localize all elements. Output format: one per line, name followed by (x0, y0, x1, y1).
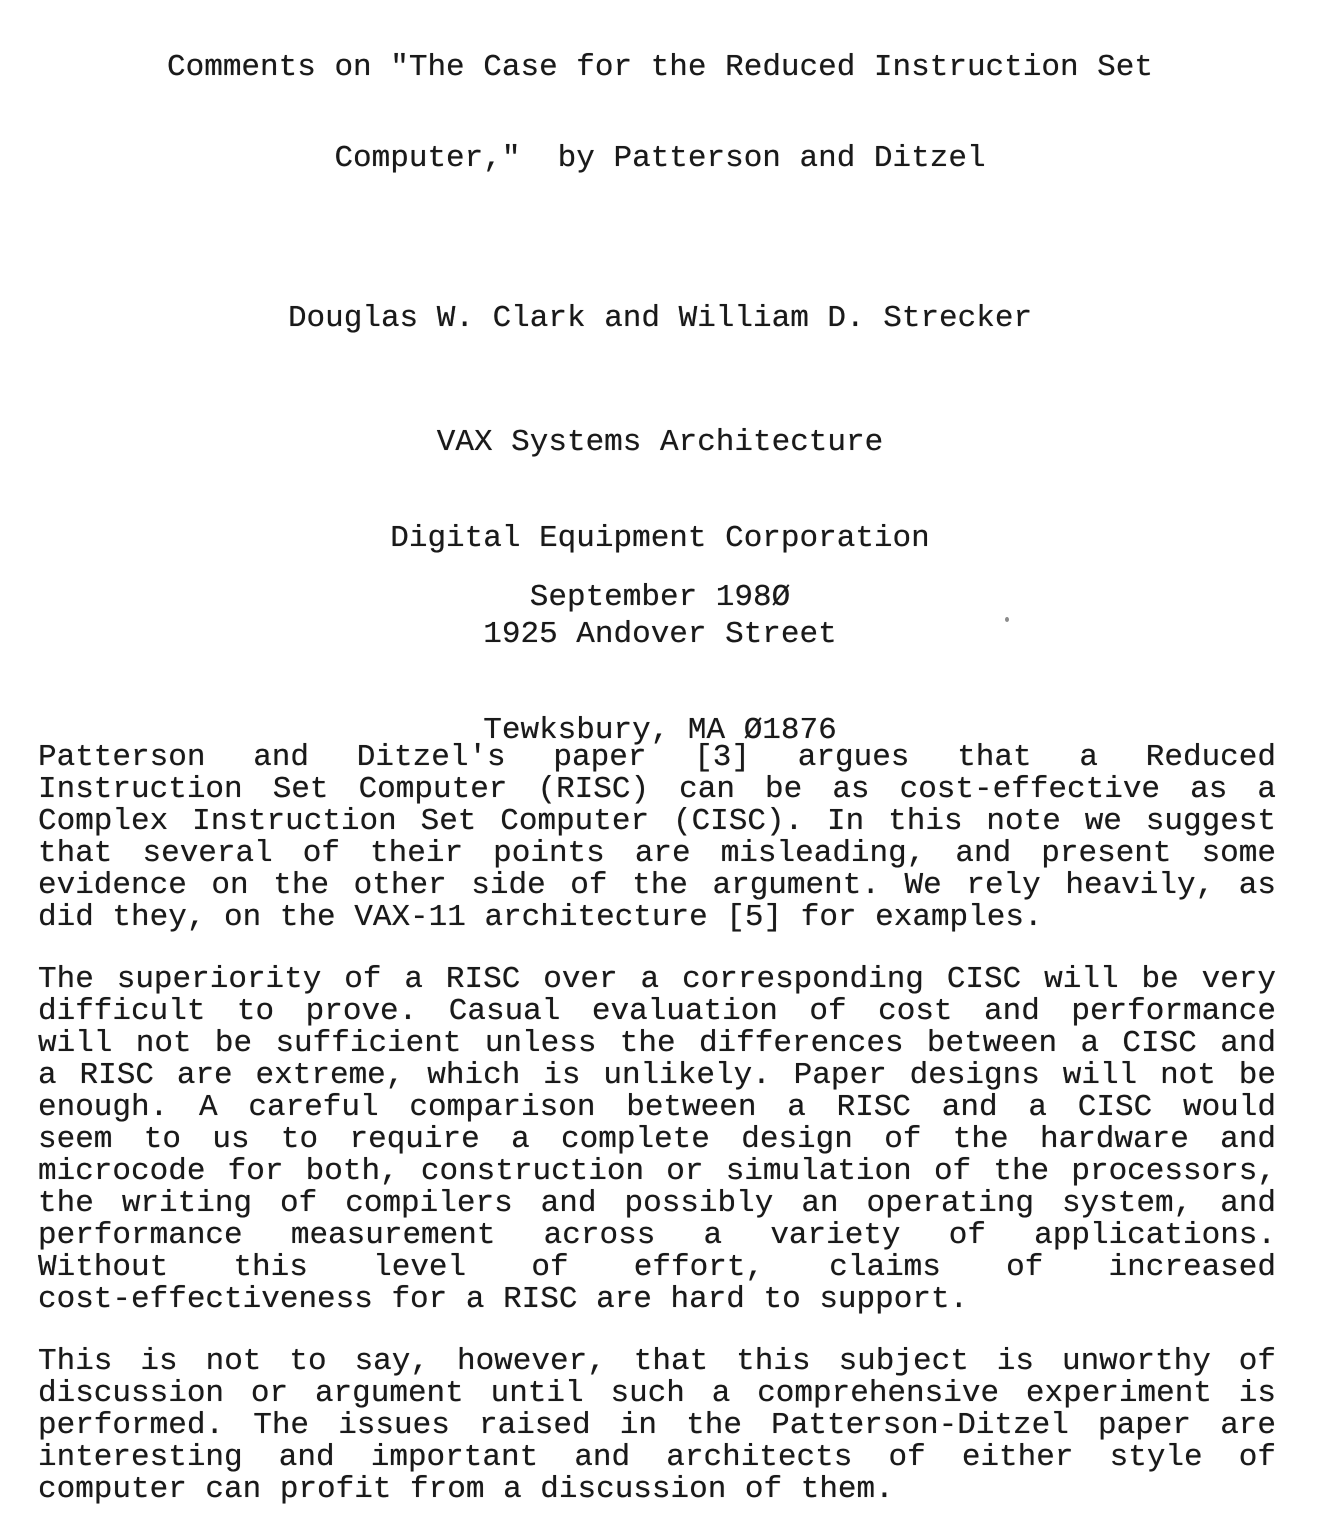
date-line: September 198Ø (529, 580, 791, 615)
body-line: cost-effectiveness for a RISC are hard to support. (38, 1282, 969, 1317)
body-line: evidence on the other side of the argument. We rely heavily, as (38, 868, 1276, 903)
body-line: a RISC are extreme, which is unlikely. Paper designs will not be (38, 1058, 1276, 1093)
paragraph-3 (38, 1346, 1276, 1506)
body-line: Patterson and Ditzel's paper [3] argues that a Reduced (38, 740, 1276, 775)
body-line: The superiority of a RISC over a corresponding CISC will be very (38, 962, 1276, 997)
body-line: interesting and important and architects of either style of (38, 1440, 1276, 1475)
paper-title-line-1: Comments on "The Case for the Reduced Instruction Set (167, 50, 1153, 85)
affiliation-street: 1925 Andover Street (483, 617, 837, 652)
body-line: microcode for both, construction or simulation of the processors, (38, 1154, 1276, 1189)
paper-title-line-2: Computer," by Patterson and Ditzel (334, 141, 986, 176)
body-line: seem to us to require a complete design of the hardware and (38, 1122, 1276, 1157)
body-line: discussion or argument until such a comprehensive experiment is (38, 1376, 1276, 1411)
body-line: This is not to say, however, that this subject is unworthy of (38, 1344, 1276, 1379)
body-line: will not be sufficient unless the differences between a CISC and (38, 1026, 1276, 1061)
body-line: enough. A careful comparison between a RISC and a CISC would (38, 1090, 1276, 1125)
body-line: did they, on the VAX-11 architecture [5] for examples. (38, 900, 1043, 935)
body-line: difficult to prove. Casual evaluation of cost and performance (38, 994, 1276, 1029)
body-line: computer can profit from a discussion of them. (38, 1472, 894, 1507)
paragraph-1 (38, 742, 1276, 934)
paragraph-2 (38, 964, 1276, 1316)
affiliation-department: VAX Systems Architecture (436, 425, 884, 460)
affiliation-city: Tewksbury, MA Ø1876 (483, 713, 837, 748)
body-line: Complex Instruction Set Computer (CISC). In this note we suggest (38, 804, 1276, 839)
body-line: Without this level of effort, claims of increased (38, 1250, 1276, 1285)
authors-line: Douglas W. Clark and William D. Strecker (287, 301, 1033, 336)
body-line: that several of their points are misleading, and present some (38, 836, 1276, 871)
body-line: performance measurement across a variety of applications. (38, 1218, 1276, 1253)
body-line: the writing of compilers and possibly an operating system, and (38, 1186, 1276, 1221)
body-line: performed. The issues raised in the Patterson-Ditzel paper are (38, 1408, 1276, 1443)
affiliation-company: Digital Equipment Corporation (390, 521, 930, 556)
scan-speck-artifact (1005, 617, 1009, 622)
body-line: Instruction Set Computer (RISC) can be as cost-effective as a (38, 772, 1276, 807)
body-text (38, 742, 1276, 1506)
